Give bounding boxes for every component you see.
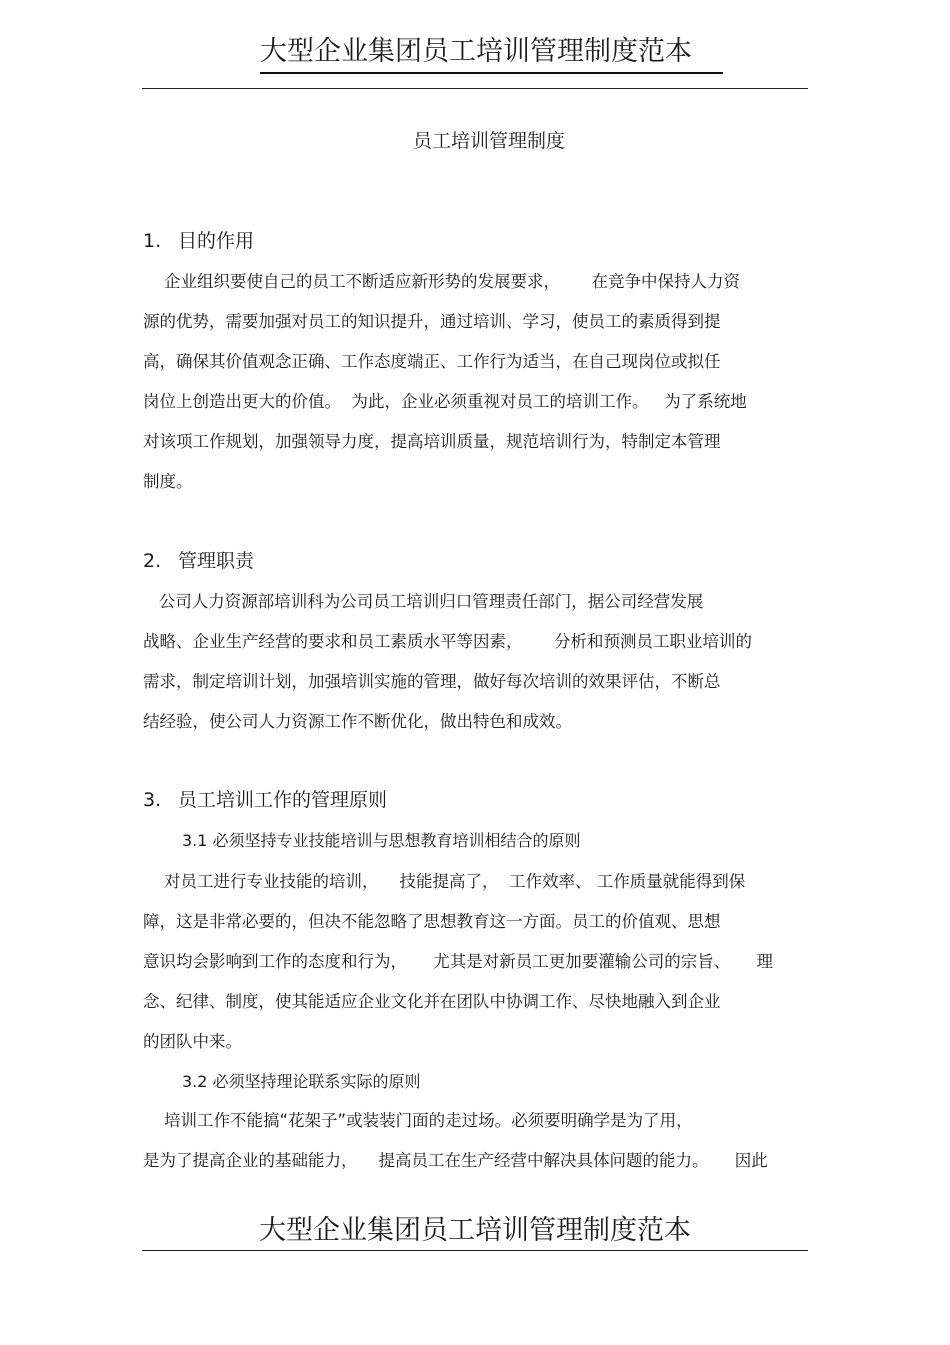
- document-title: 员工培训管理制度: [412, 130, 565, 152]
- section-title: 员工培训工作的管理原则: [178, 789, 388, 811]
- footer-title: 大型企业集团员工培训管理制度范本: [259, 1215, 691, 1246]
- paragraph-line: 高，确保其价值观念正确、工作态度端正、工作行为适当，在自己现岗位或拟任: [143, 352, 721, 371]
- paragraph-line: 是为了提高企业的基础能力， 提高员工在生产经营中解决具体问题的能力。 因此: [143, 1151, 768, 1170]
- section-title: 管理职责: [178, 550, 255, 572]
- paragraph-line: 念、纪律、制度，使其能适应企业文化并在团队中协调工作、尽快地融入到企业: [143, 992, 721, 1011]
- section-heading-1: [143, 227, 254, 255]
- section-2-paragraph: [143, 582, 808, 742]
- section-title: 目的作用: [178, 230, 255, 252]
- paragraph-line: 的团队中来。: [143, 1032, 242, 1051]
- subsection-heading-3-2: 3.2 必须坚持理论联系实际的原则: [182, 1072, 421, 1091]
- subsection-heading-3-1: 3.1 必须坚持专业技能培训与思想教育培训相结合的原则: [182, 831, 581, 850]
- subsection-3-2-paragraph: [143, 1101, 808, 1181]
- paragraph-line: 制度。: [143, 472, 193, 491]
- paragraph-line: 公司人力资源部培训科为公司员工培训归口管理责任部门，据公司经营发展: [143, 592, 704, 611]
- paragraph-line: 对该项工作规划，加强领导力度，提高培训质量，规范培训行为，特制定本管理: [143, 432, 721, 451]
- header-divider: [142, 88, 808, 89]
- paragraph-line: 需求，制定培训计划，加强培训实施的管理，做好每次培训的效果评估，不断总: [143, 672, 721, 691]
- section-1-paragraph: [143, 262, 808, 502]
- paragraph-line: 结经验，使公司人力资源工作不断优化，做出特色和成效。: [143, 712, 572, 731]
- section-number: 3.: [143, 789, 162, 811]
- paragraph-line: 企业组织要使自己的员工不断适应新形势的发展要求， 在竞争中保持人力资: [143, 272, 740, 291]
- section-heading-3: [143, 786, 387, 814]
- paragraph-line: 障，这是非常必要的，但决不能忽略了思想教育这一方面。员工的价值观、思想: [143, 912, 721, 931]
- header-title: 大型企业集团员工培训管理制度范本: [260, 32, 723, 74]
- paragraph-line: 战略、企业生产经营的要求和员工素质水平等因素， 分析和预测员工职业培训的: [143, 632, 752, 651]
- paragraph-line: 对员工进行专业技能的培训， 技能提高了， 工作效率、 工作质量就能得到保: [143, 872, 746, 891]
- paragraph-line: 培训工作不能搞“花架子”或装装门面的走过场。必须要明确学是为了用，: [143, 1111, 693, 1130]
- footer-divider: [142, 1250, 808, 1251]
- paragraph-line: 意识均会影响到工作的态度和行为， 尤其是对新员工更加要灌输公司的宗旨、 理: [143, 952, 773, 971]
- paragraph-line: 源的优势，需要加强对员工的知识提升，通过培训、学习，使员工的素质得到提: [143, 312, 721, 331]
- section-heading-2: [143, 547, 254, 575]
- section-number: 2.: [143, 550, 162, 572]
- paragraph-line: 岗位上创造出更大的价值。 为此，企业必须重视对员工的培训工作。 为了系统地: [143, 392, 747, 411]
- subsection-3-1-paragraph: [143, 862, 808, 1062]
- section-number: 1.: [143, 230, 162, 252]
